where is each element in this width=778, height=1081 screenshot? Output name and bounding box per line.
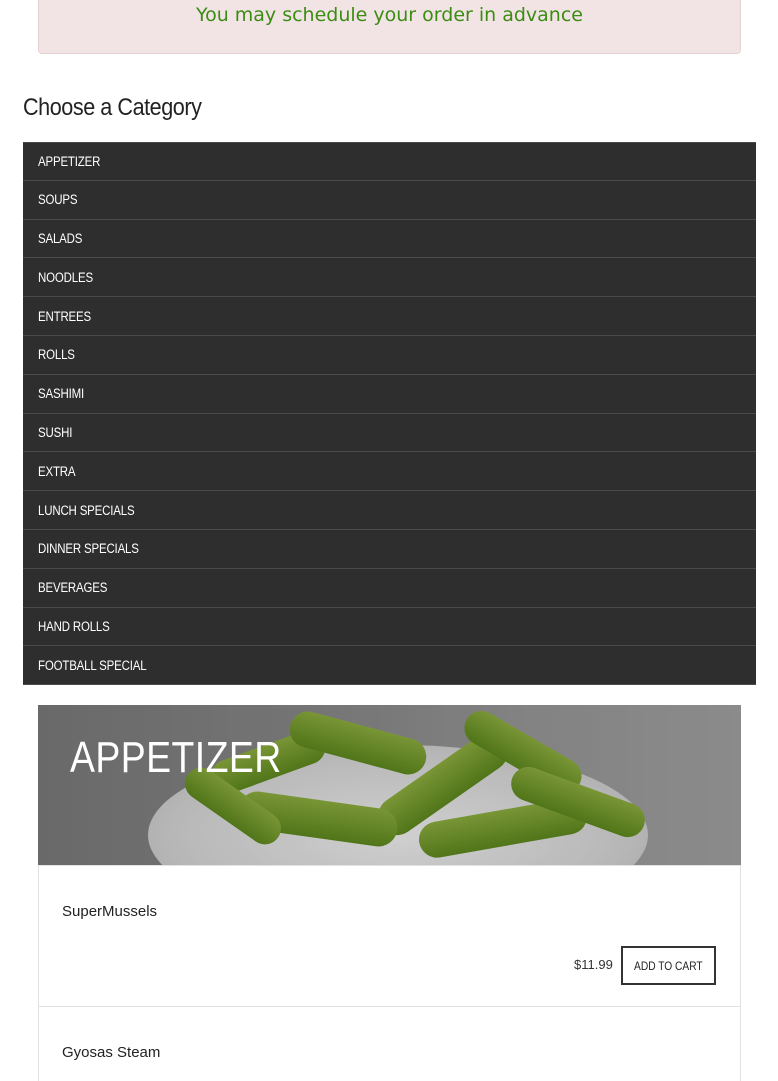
category-label: SASHIMI: [38, 386, 85, 402]
category-label: FOOTBALL SPECIAL: [38, 657, 147, 673]
category-label: HAND ROLLS: [38, 618, 110, 634]
category-label: APPETIZER: [38, 153, 101, 169]
category-label: SALADS: [38, 230, 83, 246]
category-item-rolls[interactable]: [23, 336, 756, 375]
category-item-noodles[interactable]: [23, 258, 756, 297]
category-item-salads[interactable]: [23, 220, 756, 259]
category-item-lunch-specials[interactable]: [23, 491, 756, 530]
category-item-soups[interactable]: [23, 181, 756, 220]
notice-text: You may schedule your order in advance: [195, 4, 583, 26]
add-to-cart-label: ADD TO CART: [634, 958, 703, 973]
category-item-sushi[interactable]: [23, 414, 756, 453]
category-item-sashimi[interactable]: [23, 375, 756, 414]
category-label: LUNCH SPECIALS: [38, 502, 135, 518]
category-label: NOODLES: [38, 269, 93, 285]
category-item-hand-rolls[interactable]: [23, 608, 756, 647]
category-label: ROLLS: [38, 347, 75, 363]
category-item-entrees[interactable]: [23, 297, 756, 336]
add-to-cart-button[interactable]: [621, 946, 716, 985]
menu-item-price: $11.99: [574, 957, 613, 972]
category-item-dinner-specials[interactable]: [23, 530, 756, 569]
category-item-football-special[interactable]: [23, 646, 756, 685]
category-label: ENTREES: [38, 308, 92, 324]
category-label: SUSHI: [38, 424, 73, 440]
category-item-appetizer[interactable]: [23, 142, 756, 181]
category-label: EXTRA: [38, 463, 76, 479]
menu-item-card: [38, 1006, 741, 1081]
advance-order-notice: [38, 0, 741, 54]
category-list: [23, 142, 756, 685]
section-banner-image: [38, 705, 741, 865]
banner-overlay: [38, 705, 741, 865]
menu-item-name: Gyosas Steam: [62, 1044, 161, 1061]
section-title: APPETIZER: [70, 733, 282, 782]
category-heading: Choose a Category: [23, 94, 202, 121]
category-label: BEVERAGES: [38, 580, 108, 596]
menu-item-card: [38, 865, 741, 1007]
category-label: DINNER SPECIALS: [38, 541, 139, 557]
menu-item-name: SuperMussels: [62, 903, 158, 920]
category-item-extra[interactable]: [23, 452, 756, 491]
category-item-beverages[interactable]: [23, 569, 756, 608]
category-label: SOUPS: [38, 192, 78, 208]
